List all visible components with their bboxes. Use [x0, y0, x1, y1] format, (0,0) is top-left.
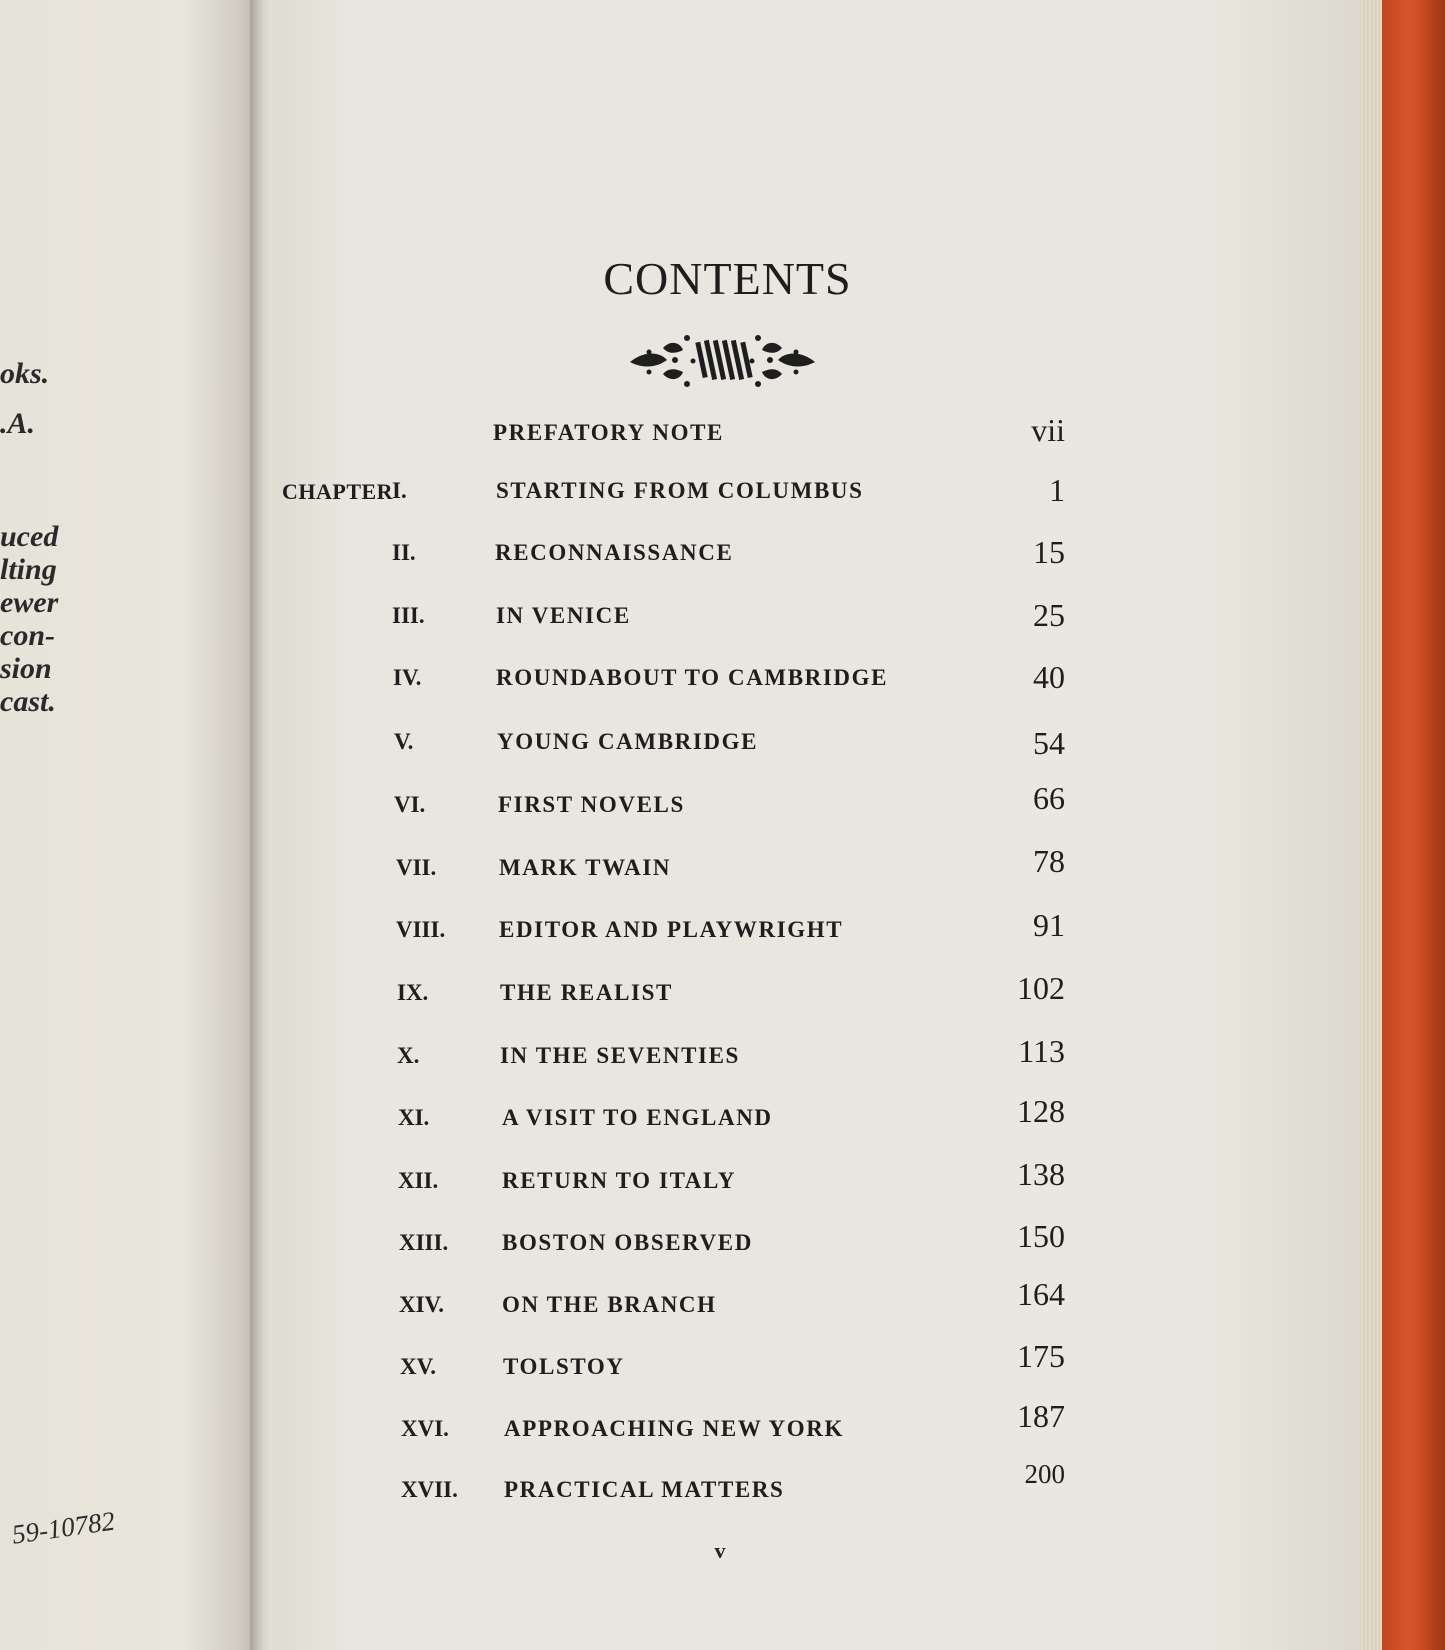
toc-entry — [0, 1398, 1445, 1456]
entry-title: FIRST NOVELS — [498, 792, 685, 817]
entry-title: MARK TWAIN — [499, 855, 672, 880]
entry-numeral: XV. — [400, 1354, 437, 1379]
left-text-fragment: con- — [0, 619, 55, 652]
entry-numeral: XIV. — [399, 1292, 444, 1317]
entry-numeral: XVII. — [401, 1477, 458, 1502]
entry-title: STARTING FROM COLUMBUS — [496, 478, 864, 503]
entry-page: 15 — [1033, 534, 1065, 570]
toc-entry — [0, 1459, 1445, 1517]
entry-numeral: II. — [392, 540, 416, 565]
toc-entry — [0, 412, 1445, 460]
entry-title: EDITOR AND PLAYWRIGHT — [499, 917, 844, 942]
entry-title: ON THE BRANCH — [502, 1292, 717, 1317]
contents-title — [0, 252, 1445, 305]
toc-entry — [0, 659, 1445, 705]
entry-page: 25 — [1033, 597, 1065, 633]
entry-numeral: IV. — [393, 665, 422, 690]
entry-page: 200 — [1024, 1459, 1065, 1489]
toc-entry — [0, 472, 1445, 518]
toc-entry — [0, 780, 1445, 832]
page-folio: v — [714, 1538, 726, 1563]
entry-title: BOSTON OBSERVED — [502, 1230, 753, 1255]
entry-page: 102 — [1017, 970, 1065, 1006]
entry-numeral: VI. — [394, 792, 426, 817]
toc-entry — [0, 1276, 1445, 1332]
entry-title: THE REALIST — [500, 980, 673, 1005]
entry-title: PRACTICAL MATTERS — [504, 1477, 785, 1502]
left-text-fragment: uced — [0, 520, 59, 553]
entry-page: 54 — [1033, 725, 1065, 761]
toc-entry — [0, 1156, 1445, 1208]
toc-entry — [0, 1033, 1445, 1083]
entry-page: 164 — [1017, 1276, 1065, 1312]
toc-entry — [0, 843, 1445, 895]
entry-title: PREFATORY NOTE — [493, 420, 724, 445]
entry-page: 40 — [1033, 659, 1065, 695]
left-text-fragment: sion — [0, 652, 52, 685]
entry-numeral: V. — [394, 729, 414, 754]
entry-numeral: VIII. — [396, 917, 446, 942]
entry-numeral: X. — [397, 1043, 420, 1068]
entry-page: 78 — [1033, 843, 1065, 879]
entry-numeral: IX. — [397, 980, 429, 1005]
entry-numeral: XVI. — [401, 1416, 449, 1441]
entry-title: ROUNDABOUT TO CAMBRIDGE — [496, 665, 889, 690]
catalog-number: 59-10782 — [10, 1505, 117, 1550]
left-text-fragment: cast. — [0, 685, 56, 718]
entry-numeral: XIII. — [399, 1230, 449, 1255]
entry-numeral: I. — [392, 478, 407, 503]
entry-page: vii — [1031, 412, 1065, 448]
entry-page: 91 — [1033, 907, 1065, 943]
entry-title: TOLSTOY — [503, 1354, 625, 1379]
toc-entry — [0, 725, 1445, 769]
entry-title: IN VENICE — [496, 603, 631, 628]
entry-title: YOUNG CAMBRIDGE — [497, 729, 759, 754]
floral-ornament-icon — [625, 330, 820, 390]
entry-page: 113 — [1018, 1033, 1065, 1069]
entry-page: 150 — [1017, 1218, 1065, 1254]
entry-title: RETURN TO ITALY — [502, 1168, 737, 1193]
toc-entry — [0, 1338, 1445, 1394]
entry-title: IN THE SEVENTIES — [500, 1043, 740, 1068]
entry-page: 66 — [1033, 780, 1065, 816]
entry-page: 128 — [1017, 1093, 1065, 1129]
entry-title: APPROACHING NEW YORK — [504, 1416, 844, 1441]
chapter-label: CHAPTER — [282, 479, 394, 504]
entry-title: RECONNAISSANCE — [495, 540, 734, 565]
entry-page: 187 — [1017, 1398, 1065, 1434]
entry-page: 138 — [1017, 1156, 1065, 1192]
left-text-fragment: ewer — [0, 586, 59, 619]
contents-title-text: CONTENTS — [603, 253, 852, 304]
toc-entry — [0, 1093, 1445, 1145]
entry-numeral: III. — [392, 603, 425, 628]
entry-page: 1 — [1049, 472, 1065, 508]
entry-numeral: XI. — [398, 1105, 430, 1130]
entry-page: 175 — [1017, 1338, 1065, 1374]
entry-numeral: VII. — [396, 855, 437, 880]
entry-title: A VISIT TO ENGLAND — [502, 1105, 773, 1130]
toc-entry — [0, 1218, 1445, 1270]
toc-entry — [0, 907, 1445, 957]
toc-entry — [0, 970, 1445, 1020]
left-text-fragment: oks. — [0, 357, 50, 390]
entry-numeral: XII. — [398, 1168, 439, 1193]
left-text-fragment: lting — [0, 553, 57, 586]
left-text-fragment: .A. — [0, 407, 36, 440]
